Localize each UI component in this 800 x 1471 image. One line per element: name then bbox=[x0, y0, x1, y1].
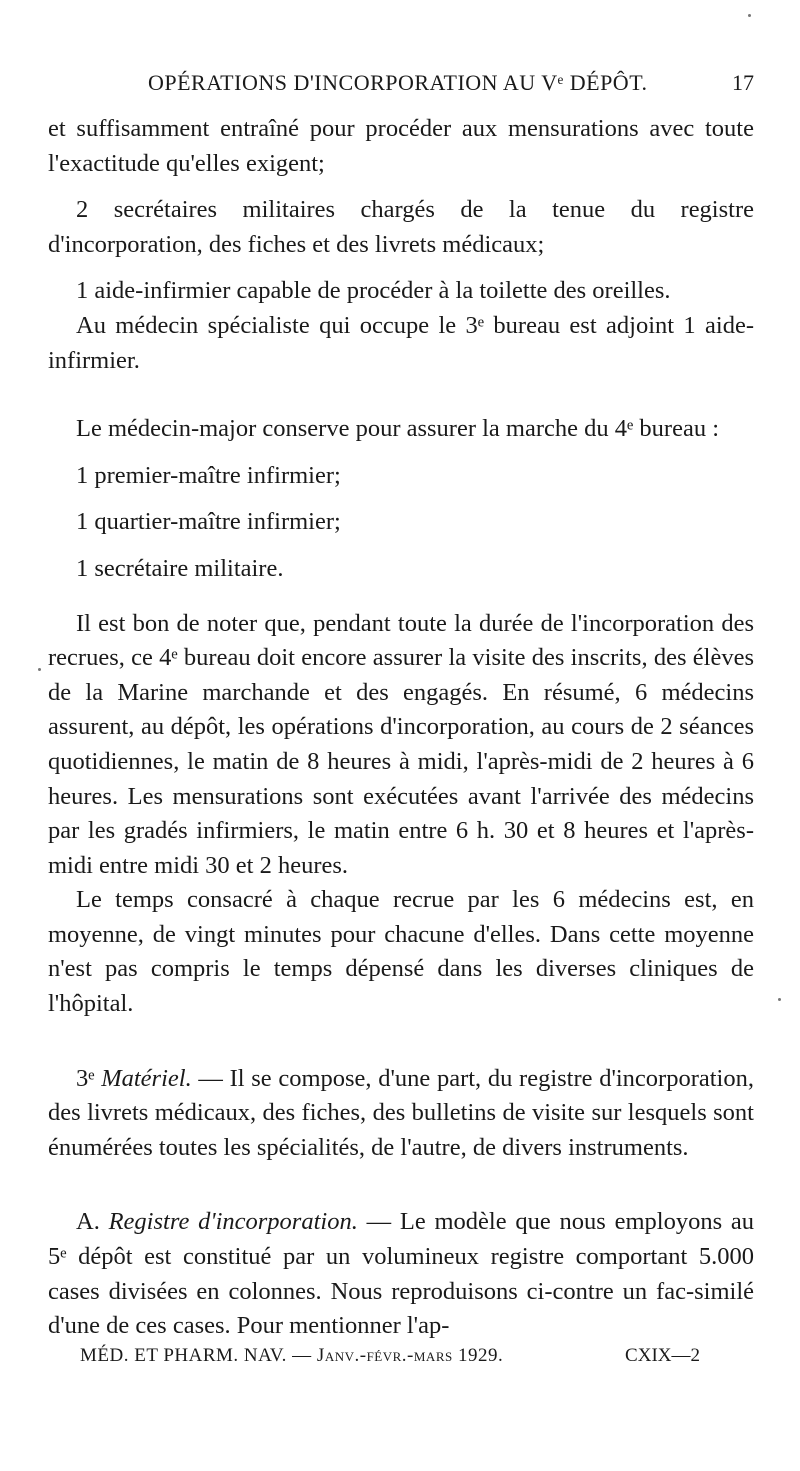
paragraph-registre bbox=[48, 1205, 754, 1343]
section-number: 3ᵉ bbox=[76, 1064, 102, 1092]
paragraph-secretaries: 2 secrétaires militaires chargés de la tenue du registre d'incorporation, des fiches et des livrets médicaux; bbox=[48, 196, 754, 258]
section-heading: Matériel. bbox=[101, 1064, 192, 1092]
body-text bbox=[48, 112, 754, 1344]
running-title: OPÉRATIONS D'INCORPORATION AU Vᵉ DÉPÔT. bbox=[148, 70, 648, 95]
paragraph-aide-infirmier: 1 aide-infirmier capable de procéder à la toilette des oreilles. bbox=[76, 277, 671, 305]
scan-speck bbox=[38, 668, 41, 671]
page-footer bbox=[80, 1345, 700, 1367]
paragraph-medecin-major: Le médecin-major conserve pour assurer la marche du 4ᵉ bureau : bbox=[76, 415, 720, 443]
section-text: — Il se compose, d'une part, du registre d'incorporation, des livrets médicaux, des fiches, des bulletins de visite sur lesquels sont énumérées toutes les spécialités, de l'autre, de divers instruments. bbox=[48, 1064, 754, 1161]
list-item: 1 premier-maître infirmier; bbox=[76, 461, 341, 489]
list-item: 1 quartier-maître infirmier; bbox=[76, 508, 341, 536]
subsection-heading: Registre d'incorporation. bbox=[108, 1208, 358, 1236]
subsection-text: — Le modèle que nous employons au 5ᵉ dépôt est constitué par un volumineux registre comportant 5.000 cases divisées en colonnes. Nous reproduisons ci-contre un fac-similé d'une de ces cases. Pour mentionner l'ap- bbox=[48, 1208, 754, 1340]
page-header bbox=[48, 70, 754, 104]
journal-citation: MÉD. ET PHARM. NAV. — Janv.-févr.-mars 1929. bbox=[80, 1345, 504, 1366]
list-item: 1 secrétaire militaire. bbox=[76, 554, 284, 582]
subsection-letter: A. bbox=[76, 1208, 109, 1236]
page-number: 17 bbox=[732, 70, 754, 95]
scan-speck bbox=[748, 14, 751, 17]
paragraph-time: Le temps consacré à chaque recrue par les 6 médecins est, en moyenne, de vingt minutes pour chacune d'elles. Dans cette moyenne n'est pas compris le temps dépensé dans les diverses cliniques de l'hôpital. bbox=[48, 886, 754, 1018]
paragraph-summary: Il est bon de noter que, pendant toute la durée de l'incorporation des recrues, ce 4ᵉ bureau doit encore assurer la visite des inscrits, des élèves de la Marine marchande et des engagés. En résumé, 6 médecins assurent, au dépôt, les opérations d'incorporation, au cours de 2 séances quotidiennes, le matin de 8 heures à midi, l'après-midi de 2 heures à 6 heures. Les mensurations sont exécutées avant l'arrivée des médecins par les gradés infirmiers, le matin entre 6 h. 30 et 8 heures et l'après-midi entre midi 30 et 2 heures. bbox=[48, 609, 754, 879]
signature-mark: CXIX—2 bbox=[625, 1345, 700, 1366]
paragraph-materiel bbox=[48, 1062, 754, 1166]
paragraph-specialist: Au médecin spécialiste qui occupe le 3ᵉ bureau est adjoint 1 aide-infirmier. bbox=[48, 311, 754, 374]
scan-speck bbox=[778, 998, 781, 1001]
paragraph-continuation: et suffisamment entraîné pour procéder aux mensurations avec toute l'exactitude qu'elles exigent; bbox=[48, 115, 754, 177]
